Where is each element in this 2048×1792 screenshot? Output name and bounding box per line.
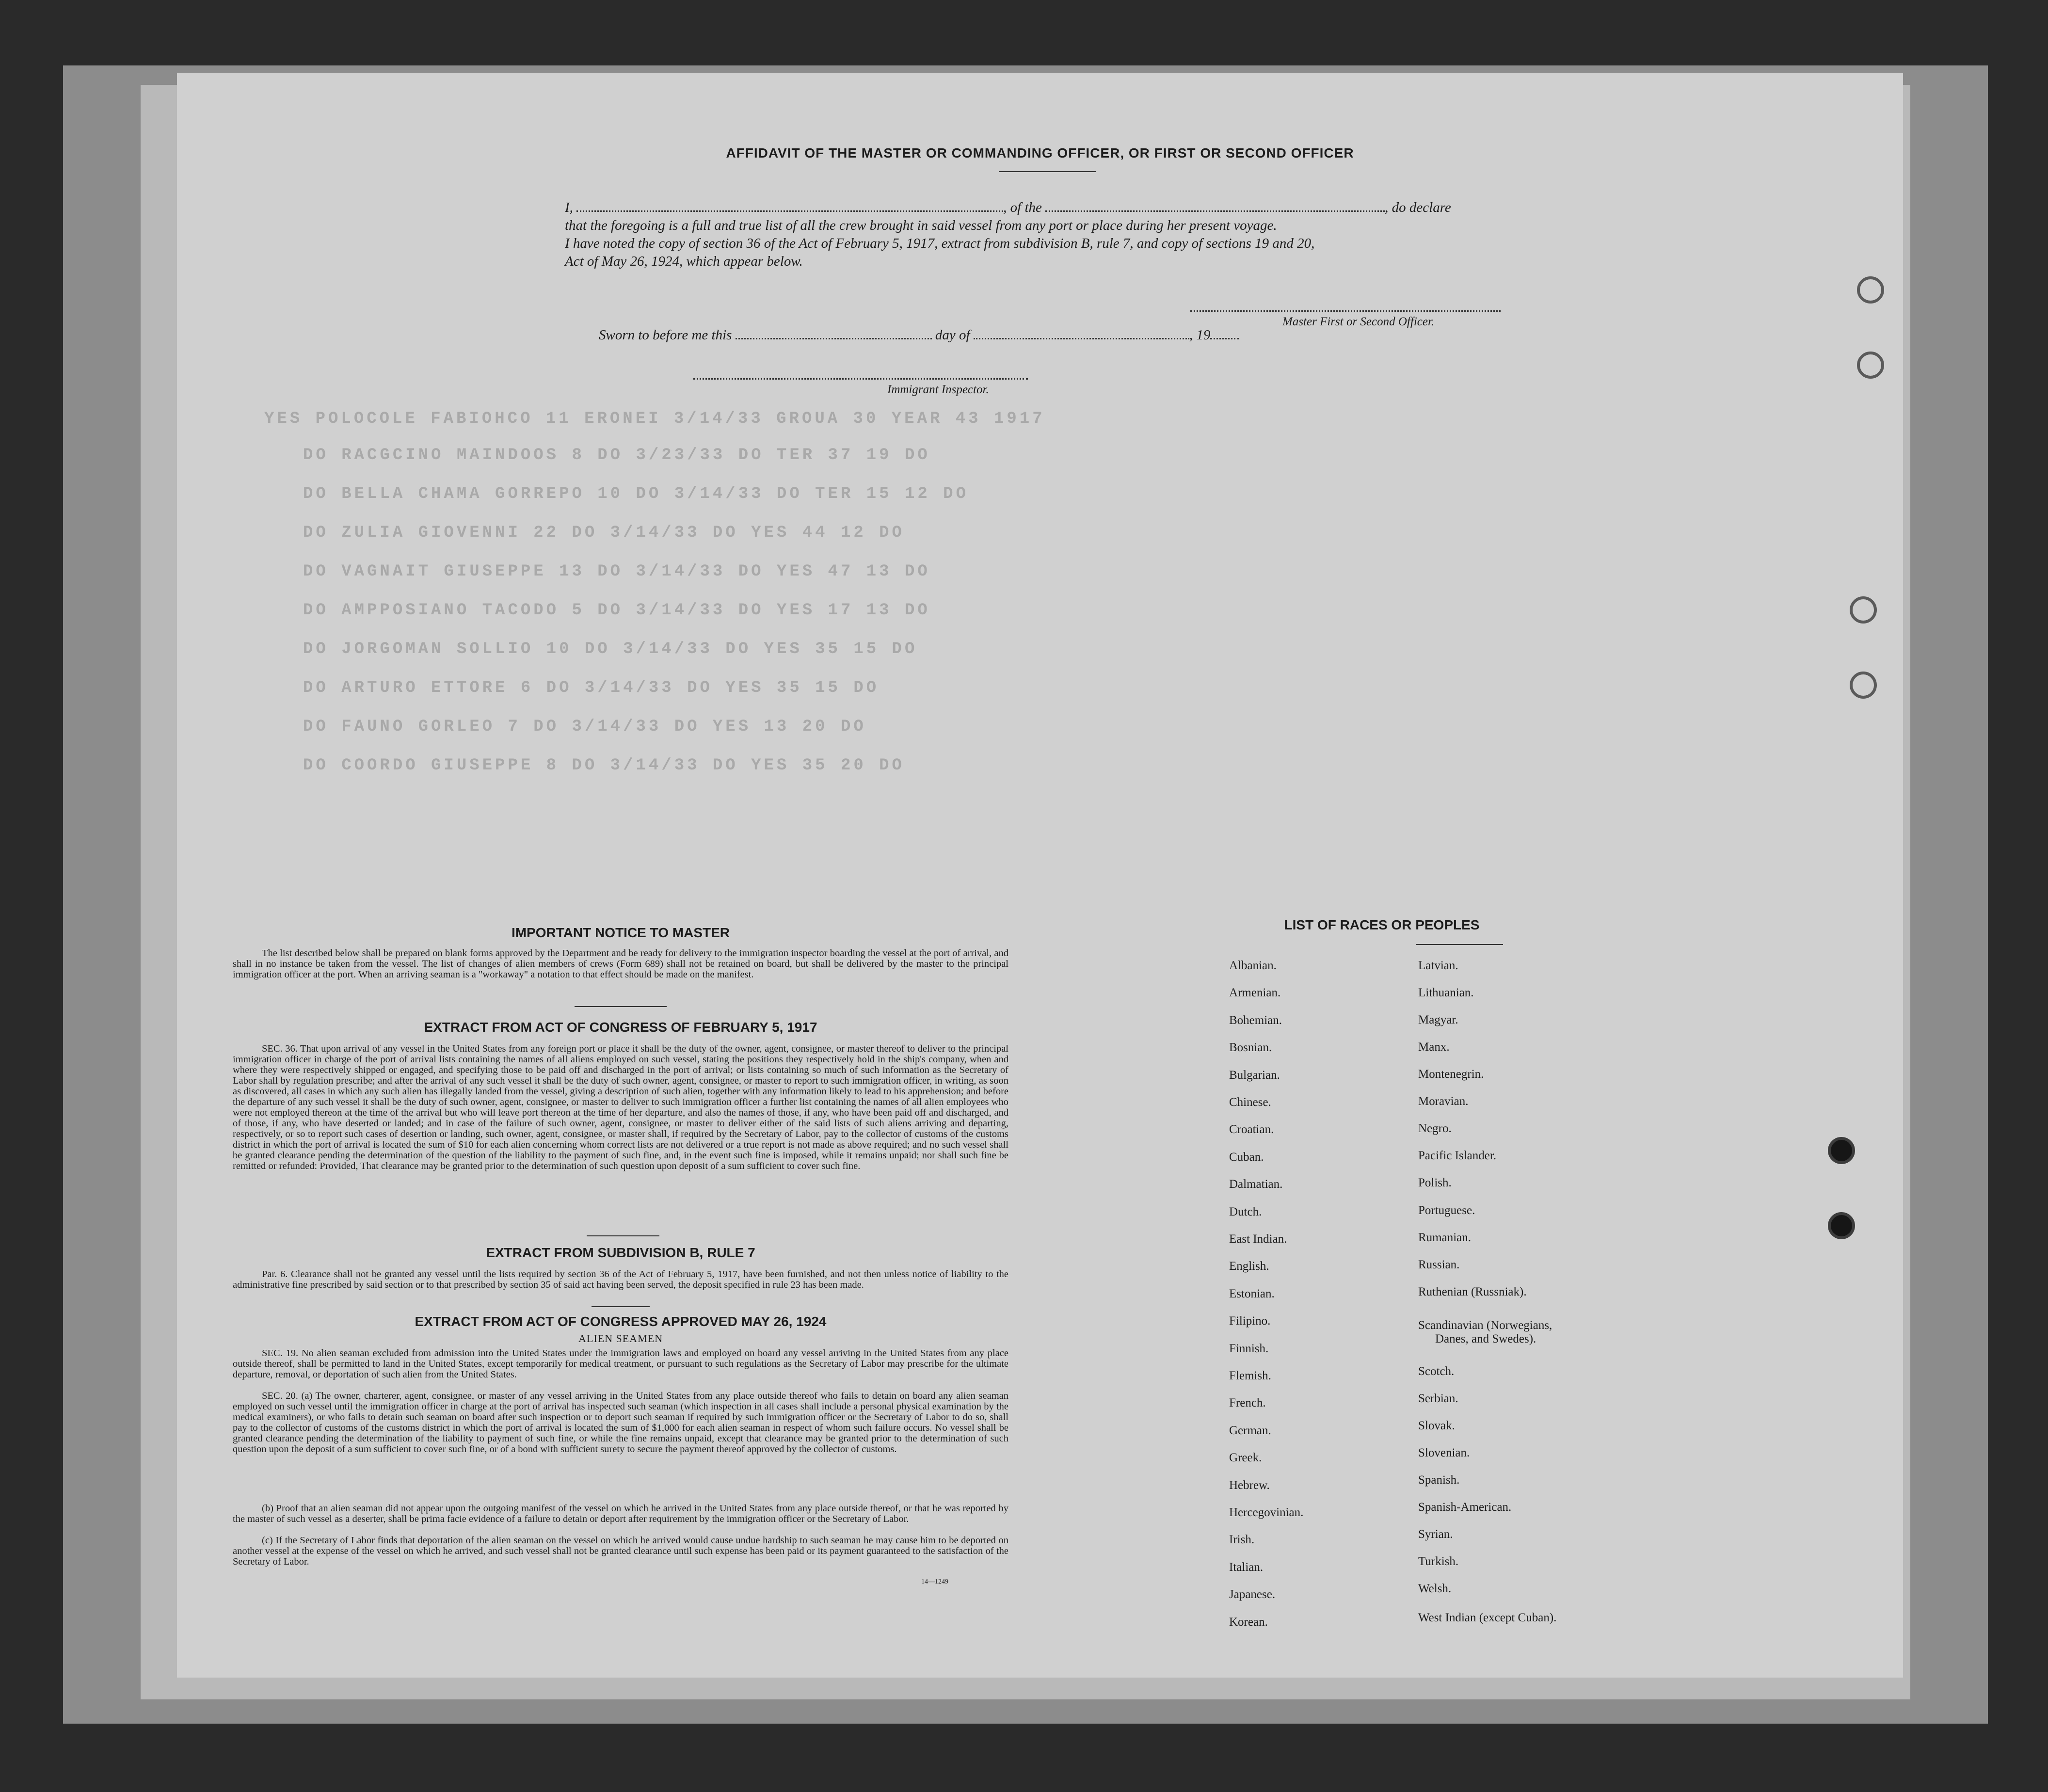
race-item: Armenian. — [1229, 986, 1281, 1000]
bleed-through-row: DO BELLA CHAMA GORREPO 10 DO 3/14/33 DO TER 15 12 DO — [303, 485, 969, 503]
notice-text: The list described below shall be prepared on blank forms approved by the Department and be ready for delivery to the immigration inspector boarding the vessel at the port of arrival, and shall in no instance be taken from the vessel. The list of changes of alien members of crews (Form 689) shall not be retained on board, but shall be delivered by the master to the principal immigration officer at the port. When an arriving seaman is a "workaway" a notation to that effect should be made on the manifest. — [233, 948, 1008, 980]
notice-heading: IMPORTANT NOTICE TO MASTER — [511, 925, 730, 940]
race-item: Scandinavian (Norwegians, — [1418, 1319, 1552, 1332]
race-item: Hercegovinian. — [1229, 1506, 1304, 1519]
extract-1917-text: SEC. 36. That upon arrival of any vessel in the United States from any foreign port or place it shall be the duty of the owner, agent, consignee, or master thereof to deliver to the principal immigration officer in charge of the port of arrival lists containing the names of all aliens employed on such vessel, stating the positions they respectively hold in the ship's company, when and where they were respectively shipped or engaged, and specifying those to be paid off and discharged in the port of arrival; or lists containing so much of such information as the Secretary of Labor shall by regulation prescribe; and after the arrival of any such vessel it shall be the duty of such owner, agent, consignee, or master to report to such immigration officer, in writing, as soon as discovered, all cases in which any such alien has illegally landed from the vessel, giving a description of such alien, together with any information likely to lead to his apprehension; and before the departure of any such vessel it shall be the duty of such owner, agent, consignee, or master to deliver to such immigration officer a further list containing the names of all alien employees who were not employed thereon at the time of the arrival but who will leave port thereon at the time of her departure, and also the names of those, if any, who have been paid off and discharged, and of those, if any, who have deserted or landed; and in case of the failure of such owner, agent, consignee, or master to deliver either of the said lists of such aliens arriving and departing, respectively, or so to report such cases of desertion or landing, such owner, agent, consignee, or master shall, if required by the Secretary of Labor, pay to the collector of customs of the customs district in which the port of arrival is located the sum of $10 for each alien concerning whom correct lists are not delivered or a true report is not made as above required; and no such vessel shall be granted clearance pending the determination of the question of the liability to the payment of such fine, and, in the event such fine is imposed, while it remains unpaid; nor shall such fine be remitted or refunded: Provided, That clearance may be granted prior to the determination of such question upon deposit of a sum sufficient to cover such fine. — [233, 1043, 1008, 1171]
punch-hole — [1857, 276, 1884, 304]
affidavit-line-4: Act of May 26, 1924, which appear below. — [565, 254, 803, 269]
race-item: Serbian. — [1418, 1392, 1458, 1405]
race-item: Bosnian. — [1229, 1041, 1272, 1055]
bleed-through-row: DO ZULIA GIOVENNI 22 DO 3/14/33 DO YES 44 12 DO — [303, 524, 905, 542]
race-item: Rumanian. — [1418, 1231, 1472, 1244]
bleed-through-row: DO ARTURO ETTORE 6 DO 3/14/33 DO YES 35 15 DO — [303, 679, 880, 697]
day-of-label: day of — [935, 327, 970, 343]
races-heading: LIST OF RACES OR PEOPLES — [1284, 917, 1480, 932]
race-item: Filipino. — [1229, 1314, 1271, 1328]
sworn-line — [599, 327, 1239, 343]
race-item: Croatian. — [1229, 1123, 1274, 1136]
divider — [592, 1306, 650, 1307]
race-item: German. — [1229, 1424, 1271, 1437]
affidavit-title: AFFIDAVIT OF THE MASTER OR COMMANDING OFFICER, OR FIRST OR SECOND OFFICER — [726, 145, 1354, 160]
race-item: Magyar. — [1418, 1013, 1458, 1026]
year-label: , 19 — [1189, 327, 1211, 343]
race-item: Bulgarian. — [1229, 1068, 1280, 1082]
bleed-through-row: DO JORGOMAN SOLLIO 10 DO 3/14/33 DO YES 35 15 DO — [303, 640, 918, 658]
race-item: Montenegrin. — [1418, 1068, 1484, 1081]
race-item: Russian. — [1418, 1258, 1460, 1271]
section-20a-text: SEC. 20. (a) The owner, charterer, agent, consignee, or master of any vessel arriving in the United States from any place outside thereof who fails to detain on board any alien seaman employed on such vessel until the immigration officer in charge at the port of arrival has inspected such seaman (which inspection in all cases shall include a personal physical examination by the medical examiners), or who fails to detain such seaman on board after such inspection or to deport such seaman if required by such immigration officer or the Secretary of Labor to do so, shall pay to the collector of customs of the customs district in which the port of arrival is located the sum of $1,000 for each alien seaman in respect of whom such failure occurs. No vessel shall be granted clearance pending the determination of the liability to payment of such fine, or while the fine remains unpaid, except that clearance may be granted prior to the determination of such question upon the deposit of a sum sufficient to cover such fine, or of a bond with sufficient surety to secure the payment thereof approved by the collector of customs. — [233, 1391, 1008, 1455]
race-item: Slovenian. — [1418, 1446, 1470, 1459]
sworn-label: Sworn to before me this — [599, 327, 732, 343]
race-item: Spanish. — [1418, 1473, 1460, 1487]
race-item: Flemish. — [1229, 1369, 1271, 1382]
divider — [999, 171, 1096, 172]
bleed-through-row: DO AMPPOSIANO TACODO 5 DO 3/14/33 DO YES 17 13 DO — [303, 601, 930, 620]
race-item: East Indian. — [1229, 1232, 1287, 1246]
race-item: Greek. — [1229, 1451, 1262, 1465]
race-item: Finnish. — [1229, 1342, 1269, 1355]
race-item: Korean. — [1229, 1615, 1268, 1629]
punch-hole — [1850, 596, 1877, 624]
sworn-year-field[interactable] — [1210, 327, 1239, 339]
race-item: Lithuanian. — [1418, 986, 1474, 999]
race-item: Pacific Islander. — [1418, 1149, 1497, 1162]
race-item: Scotch. — [1418, 1365, 1455, 1378]
sworn-day-field[interactable] — [736, 327, 932, 339]
race-item: Dutch. — [1229, 1205, 1262, 1218]
bleed-through-row: DO RACGCINO MAINDOOS 8 DO 3/23/33 DO TER 37 19 DO — [303, 446, 930, 464]
divider — [575, 1006, 667, 1007]
bleed-through-row: DO FAUNO GORLEO 7 DO 3/14/33 DO YES 13 20 DO — [303, 718, 866, 736]
race-item: English. — [1229, 1260, 1269, 1273]
race-item: Manx. — [1418, 1040, 1450, 1054]
section-19-text: SEC. 19. No alien seaman excluded from admission into the United States under the immigration laws and employed on board any vessel arriving in the United States from any place outside thereof, shall be permitted to land in the United States, except temporarily for medical treatment, or pursuant to such regulations as the Secretary of Labor may prescribe for the ultimate departure, removal, or deportation of such alien from the United States. — [233, 1348, 1008, 1380]
vessel-field[interactable] — [1045, 200, 1385, 212]
race-item: Moravian. — [1418, 1095, 1469, 1108]
sworn-month-field[interactable] — [974, 327, 1189, 339]
race-item: West Indian (except Cuban). — [1418, 1611, 1557, 1624]
race-item: Hebrew. — [1229, 1478, 1270, 1492]
race-item: Negro. — [1418, 1122, 1452, 1135]
race-item: Irish. — [1229, 1533, 1255, 1547]
divider — [1416, 944, 1503, 945]
punch-hole — [1828, 1137, 1855, 1164]
race-item: Chinese. — [1229, 1096, 1271, 1109]
race-item: Welsh. — [1418, 1582, 1452, 1595]
punch-hole — [1850, 672, 1877, 699]
race-item: Italian. — [1229, 1560, 1264, 1574]
affidavit-line-3: I have noted the copy of section 36 of the Act of February 5, 1917, extract from subdivision B, rule 7, and copy of sections 19 and 20, — [565, 236, 1315, 251]
race-item: Polish. — [1418, 1176, 1452, 1189]
inspector-signature-line[interactable] — [693, 378, 1028, 380]
master-signature-label: Master First or Second Officer. — [1282, 315, 1435, 328]
race-item: Portuguese. — [1418, 1204, 1475, 1217]
race-item: Japanese. — [1229, 1588, 1276, 1601]
of-the-label: , of the — [1003, 200, 1042, 215]
race-item: Albanian. — [1229, 959, 1277, 972]
race-item: Dalmatian. — [1229, 1178, 1283, 1191]
punch-hole — [1857, 352, 1884, 379]
extract-1917-heading: EXTRACT FROM ACT OF CONGRESS OF FEBRUARY 5, 1917 — [424, 1020, 817, 1035]
master-signature-line[interactable] — [1190, 310, 1501, 312]
inspector-signature-label: Immigrant Inspector. — [887, 383, 989, 396]
extract-1924-heading: EXTRACT FROM ACT OF CONGRESS APPROVED MAY 26, 1924 — [415, 1314, 827, 1329]
race-item: Slovak. — [1418, 1419, 1455, 1432]
section-20b-text: (b) Proof that an alien seaman did not appear upon the outgoing manifest of the vessel on which he arrived in the United States from any place outside thereof, or that he was reported by the master of such vessel as a deserter, shall be prima facie evidence of a failure to detain or deport after requirement by the immigration officer or the Secretary of Labor. — [233, 1503, 1008, 1524]
name-field[interactable] — [576, 200, 1003, 212]
race-item: Spanish-American. — [1418, 1501, 1512, 1514]
divider — [587, 1235, 659, 1236]
rule-7-heading: EXTRACT FROM SUBDIVISION B, RULE 7 — [486, 1245, 755, 1260]
do-declare-label: , do declare — [1385, 200, 1451, 215]
affidavit-declaration-line — [565, 200, 1451, 216]
form-code: 14—1249 — [921, 1578, 948, 1585]
affidavit-line-2: that the foregoing is a full and true list of all the crew brought in said vessel from any port or place during her present voyage. — [565, 218, 1277, 233]
race-item: Ruthenian (Russniak). — [1418, 1285, 1527, 1298]
race-item: French. — [1229, 1396, 1266, 1410]
section-20c-text: (c) If the Secretary of Labor finds that deportation of the alien seaman on the vessel on which he arrived would cause undue hardship to such seaman he may cause him to be deported on another vessel at the expense of the vessel on which he arrived, and such vessel shall not be granted clearance until such expense has been paid or its payment guaranteed to the satisfaction of the Secretary of Labor. — [233, 1535, 1008, 1567]
race-item: Latvian. — [1418, 959, 1458, 972]
punch-hole — [1828, 1212, 1855, 1239]
race-item: Cuban. — [1229, 1150, 1264, 1164]
race-item: Bohemian. — [1229, 1013, 1282, 1027]
race-item: Syrian. — [1418, 1528, 1453, 1541]
rule-7-text: Par. 6. Clearance shall not be granted any vessel until the lists required by section 36 of the Act of February 5, 1917, have been furnished, and not then unless notice of liability to the administrative fine prescribed by said section or to that prescribed by section 35 of said act having been served, the deposit specified in rule 23 has been made. — [233, 1269, 1008, 1290]
bleed-through-row: DO COORDO GIUSEPPE 8 DO 3/14/33 DO YES 35 20 DO — [303, 756, 905, 775]
race-item: Turkish. — [1418, 1555, 1459, 1568]
bleed-through-row: DO VAGNAIT GIUSEPPE 13 DO 3/14/33 DO YES 47 13 DO — [303, 562, 930, 581]
race-item: Estonian. — [1229, 1287, 1275, 1300]
bleed-through-row: YES POLOCOLE FABIOHCO 11 ERONEI 3/14/33 GROUA 30 YEAR 43 1917 — [264, 410, 1045, 428]
affidavit-i-label: I, — [565, 200, 573, 215]
document-page — [177, 73, 1903, 1678]
race-item: Danes, and Swedes). — [1435, 1332, 1536, 1345]
alien-seamen-subheading: ALIEN SEAMEN — [578, 1332, 663, 1344]
